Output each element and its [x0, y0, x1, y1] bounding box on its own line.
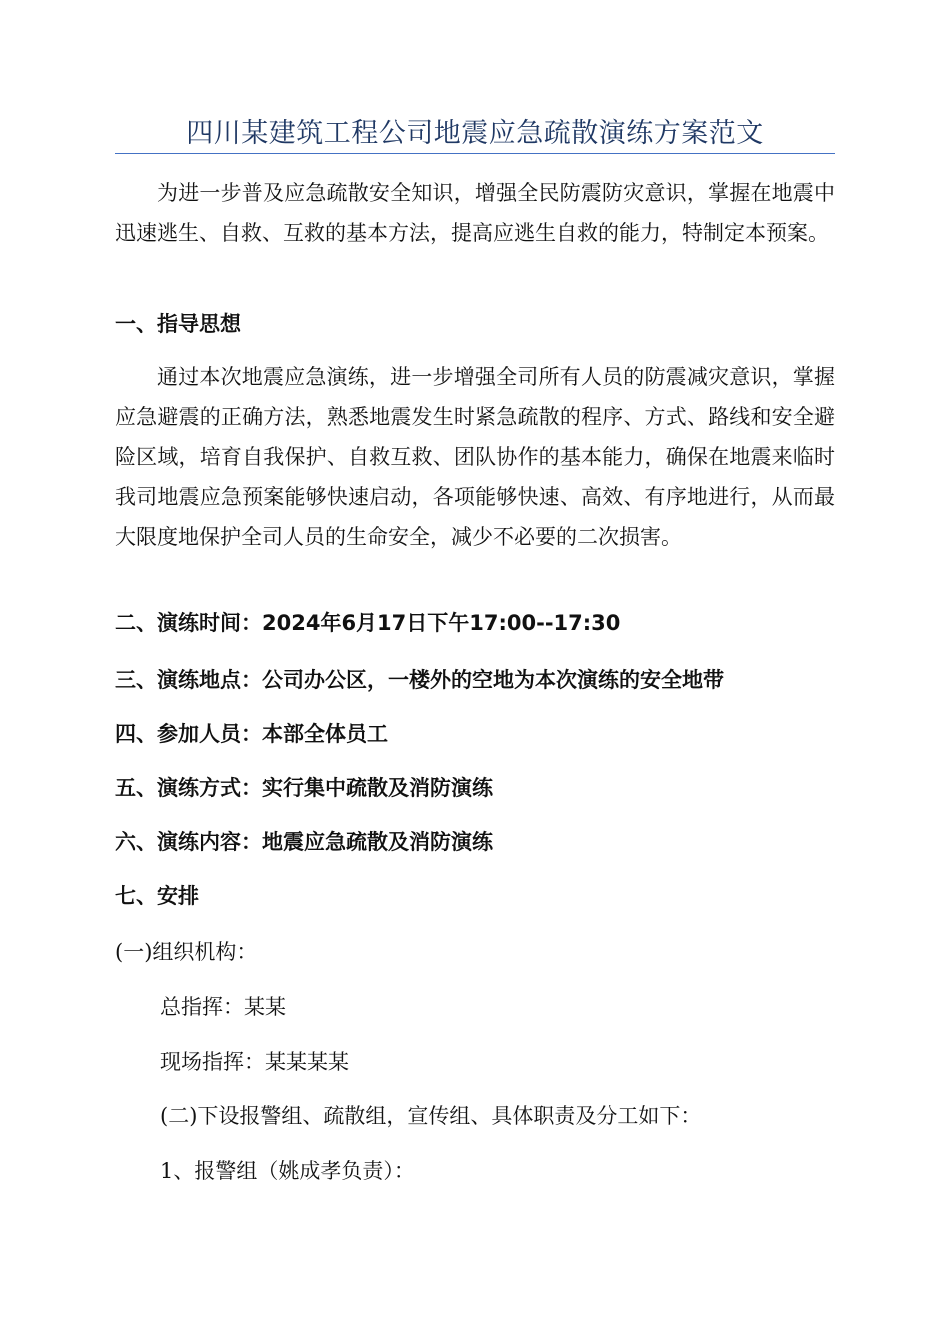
alarm-group-line: 1、报警组（姚成孝负责）： [160, 1159, 415, 1183]
section-2-drill-time: 二、演练时间：2024年6月17日下午17:00--17:30 [115, 611, 621, 635]
section-1-body: 通过本次地震应急演练，进一步增强全司所有人员的防震减灾意识，掌握应急避震的正确方法，熟悉地震发生时紧急疏散的程序、方式、路线和安全避险区域，培育自我保护、自救互救、团队协作的基本能力，确保在地震来临时我司地震应急预案能够快速启动，各项能够快速、高效、有序地进行，从而最大限度地保护全司人员的生命安全，减少不必要的二次损害。 [115, 365, 835, 549]
org-structure-heading: (一)组织机构： [115, 940, 258, 964]
title-underline [115, 153, 835, 154]
section-5-drill-method: 五、演练方式：实行集中疏散及消防演练 [115, 776, 493, 800]
intro-paragraph: 为进一步普及应急疏散安全知识，增强全民防震防灾意识，掌握在地震中迅速逃生、自救、互救的基本方法，提高应逃生自救的能力，特制定本预案。 [115, 181, 835, 245]
section-7-arrangement: 七、安排 [115, 884, 199, 908]
document-title: 四川某建筑工程公司地震应急疏散演练方案范文 [186, 118, 764, 149]
section-6-drill-content: 六、演练内容：地震应急疏散及消防演练 [115, 830, 493, 854]
subgroups-line: (二)下设报警组、疏散组，宣传组、具体职责及分工如下： [160, 1104, 702, 1128]
commander-line: 总指挥：某某 [160, 995, 286, 1019]
section-3-drill-location: 三、演练地点：公司办公区，一楼外的空地为本次演练的安全地带 [115, 668, 724, 692]
section-4-participants: 四、参加人员：本部全体员工 [115, 722, 388, 746]
site-commander-line: 现场指挥：某某某某 [160, 1050, 349, 1074]
section-1-heading: 一、指导思想 [115, 312, 241, 336]
